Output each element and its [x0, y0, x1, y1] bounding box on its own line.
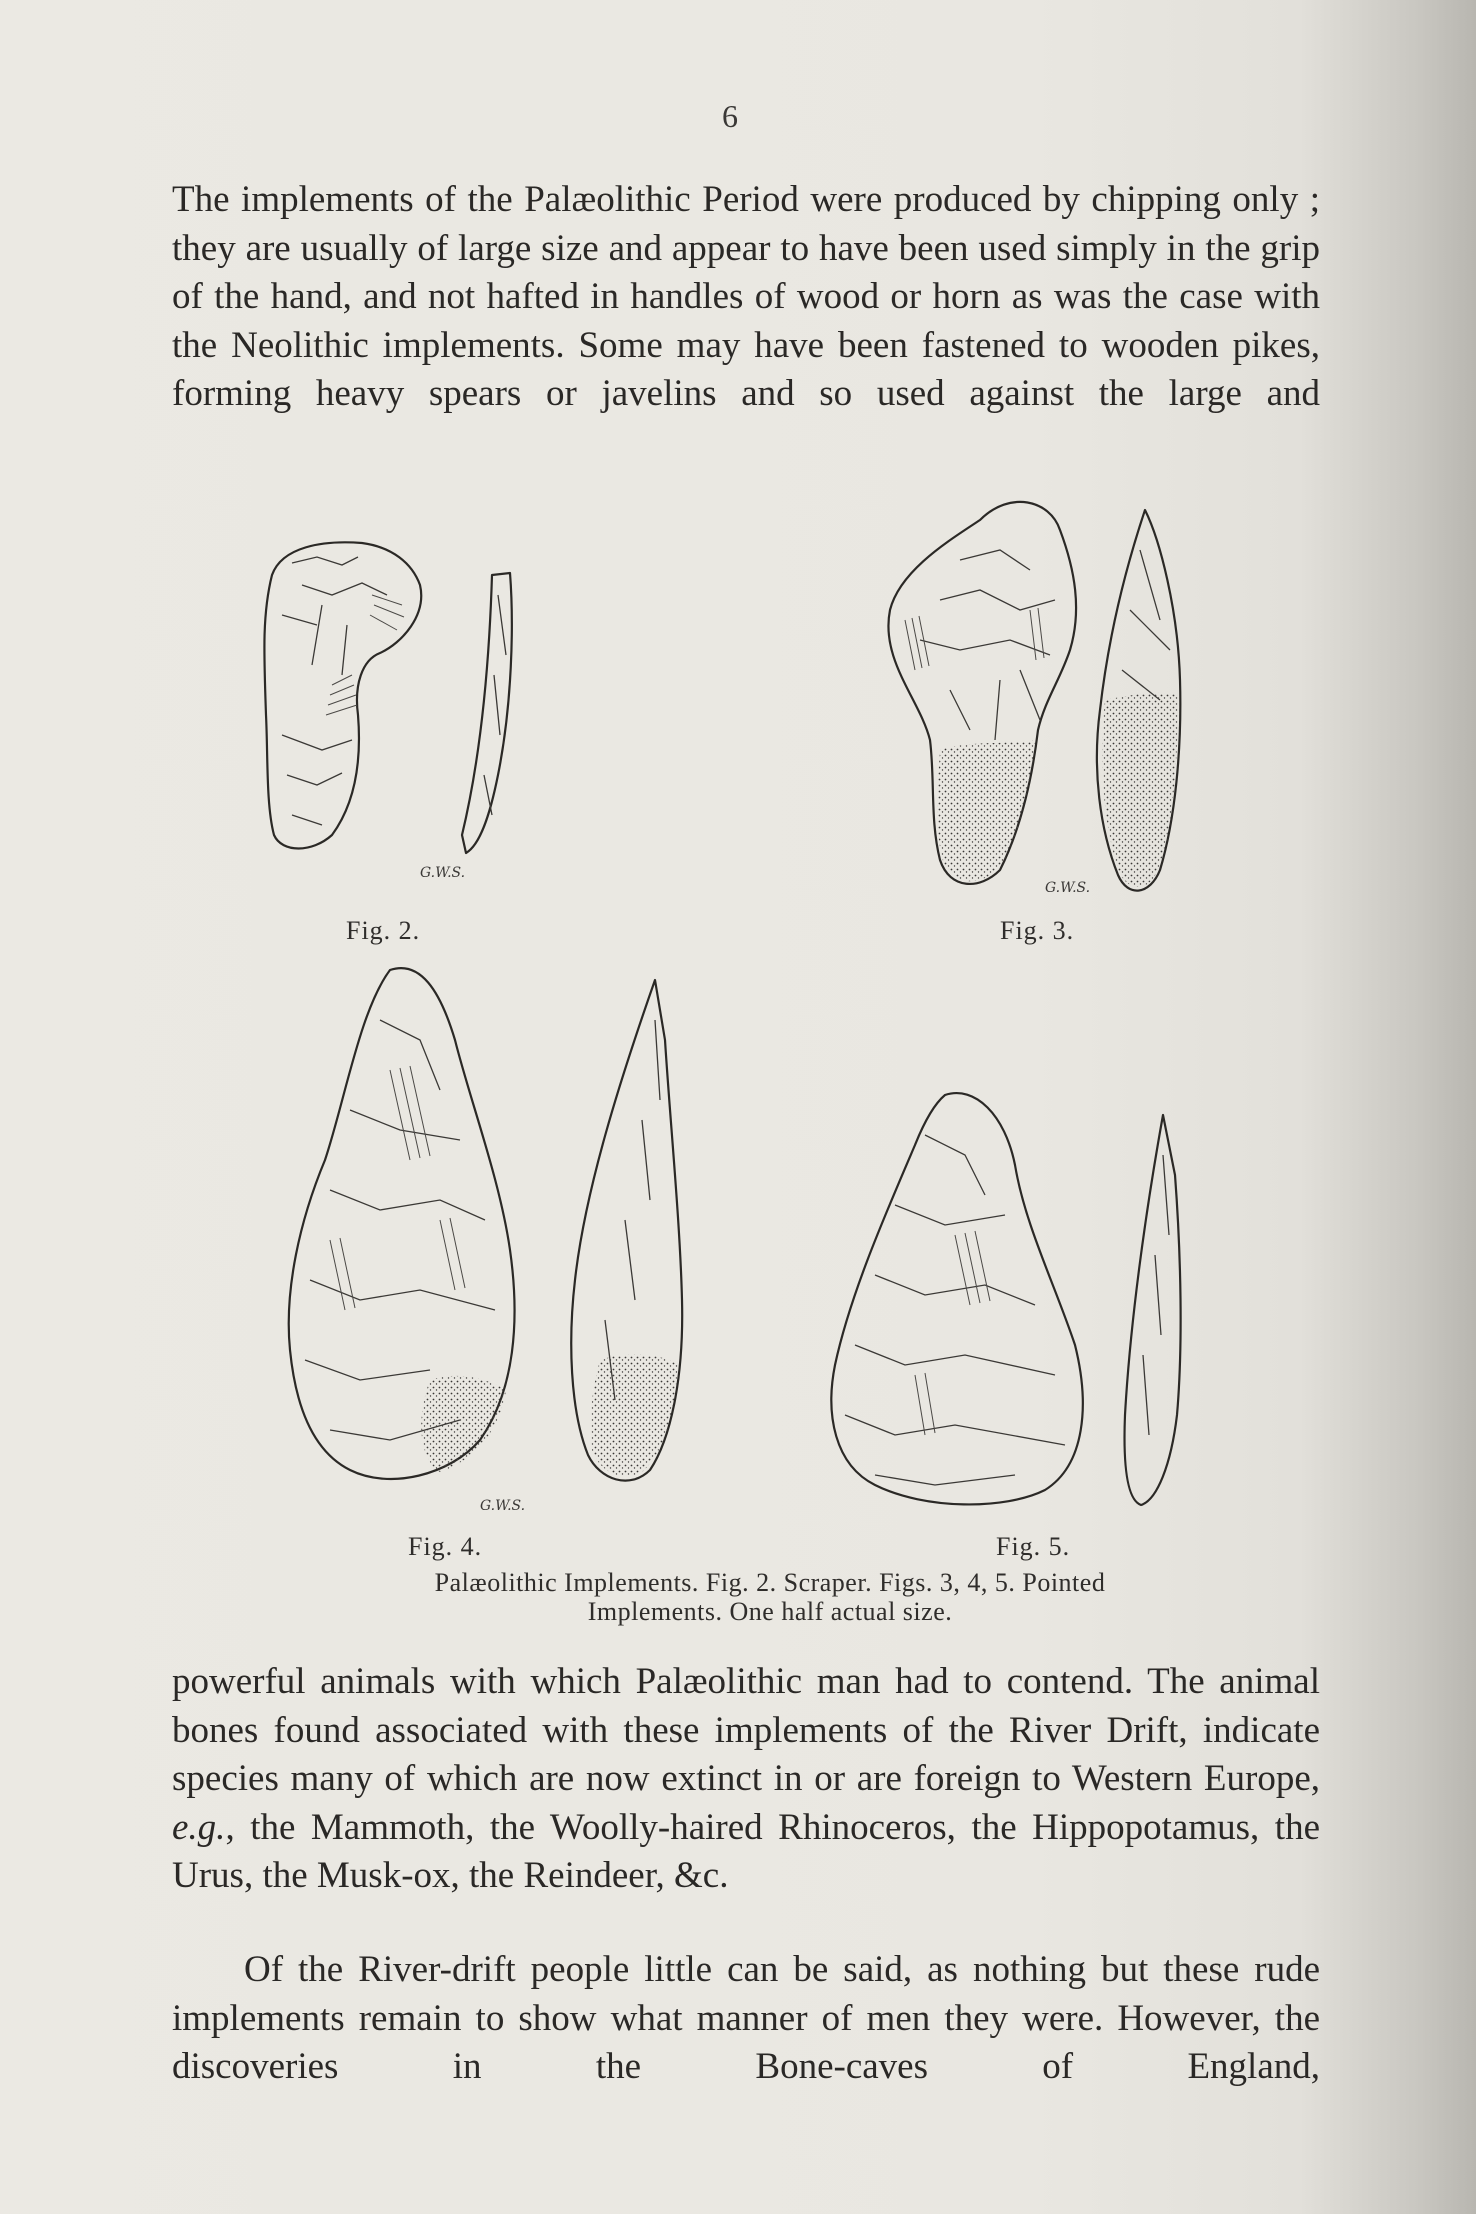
paragraph-2-italic: e.g.: [172, 1806, 226, 1848]
fig3-signature: G.W.S.: [1045, 880, 1091, 896]
caption-line-2: Implements. One half actual size.: [587, 1597, 953, 1626]
paragraph-implements-intro: The implements of the Palæolithic Period were produced by chipping only ; they are usually of large size and appear to have been used simply in the grip of the hand, and not hafted in handles of wood or horn as was the case with the Neolithic implements. Some may have been fastened to wooden pikes, forming heavy spears or javelins and so used against the large and: [172, 179, 1320, 414]
fig2-signature: G.W.S.: [420, 865, 466, 881]
fig2-label: Fig. 2.: [346, 916, 421, 945]
paragraph-river-drift-people: [172, 1946, 1320, 2092]
fig4-signature: G.W.S.: [480, 1498, 526, 1514]
page-number: 6: [722, 98, 738, 134]
fig2-scraper-illustration: [262, 535, 542, 885]
fig3-label: Fig. 3.: [1000, 916, 1075, 945]
figure-caption: [300, 1568, 1240, 1626]
fig4-label: Fig. 4.: [408, 1532, 483, 1561]
paragraph-2-text-b: , the Mammoth, the Woolly-haired Rhinoceros, the Hippopotamus, the Urus, the Musk-ox, the Reindeer, &c.: [172, 1806, 1320, 1896]
paragraph-2-text-a: powerful animals with which Palæolithic man had to contend. The animal bones found associated with these implements of the River Drift, indicate species many of which are now extinct in or are foreign to Western Europe,: [172, 1661, 1320, 1799]
caption-line-1: Palæolithic Implements. Fig. 2. Scraper. Figs. 3, 4, 5. Pointed: [434, 1568, 1106, 1597]
paragraph-3-text: Of the River-drift people little can be said, as nothing but these rude implements remain to show what manner of men they were. However, the discoveries in the Bone-caves of England,: [172, 1949, 1320, 2087]
fig5-label: Fig. 5.: [996, 1532, 1071, 1561]
fig4-pointed-implement-illustration: [270, 960, 700, 1520]
paragraph-animal-bones: [172, 1658, 1320, 1901]
fig3-pointed-implement-illustration: [860, 490, 1220, 910]
fig5-pointed-implement-illustration: [805, 1085, 1205, 1515]
